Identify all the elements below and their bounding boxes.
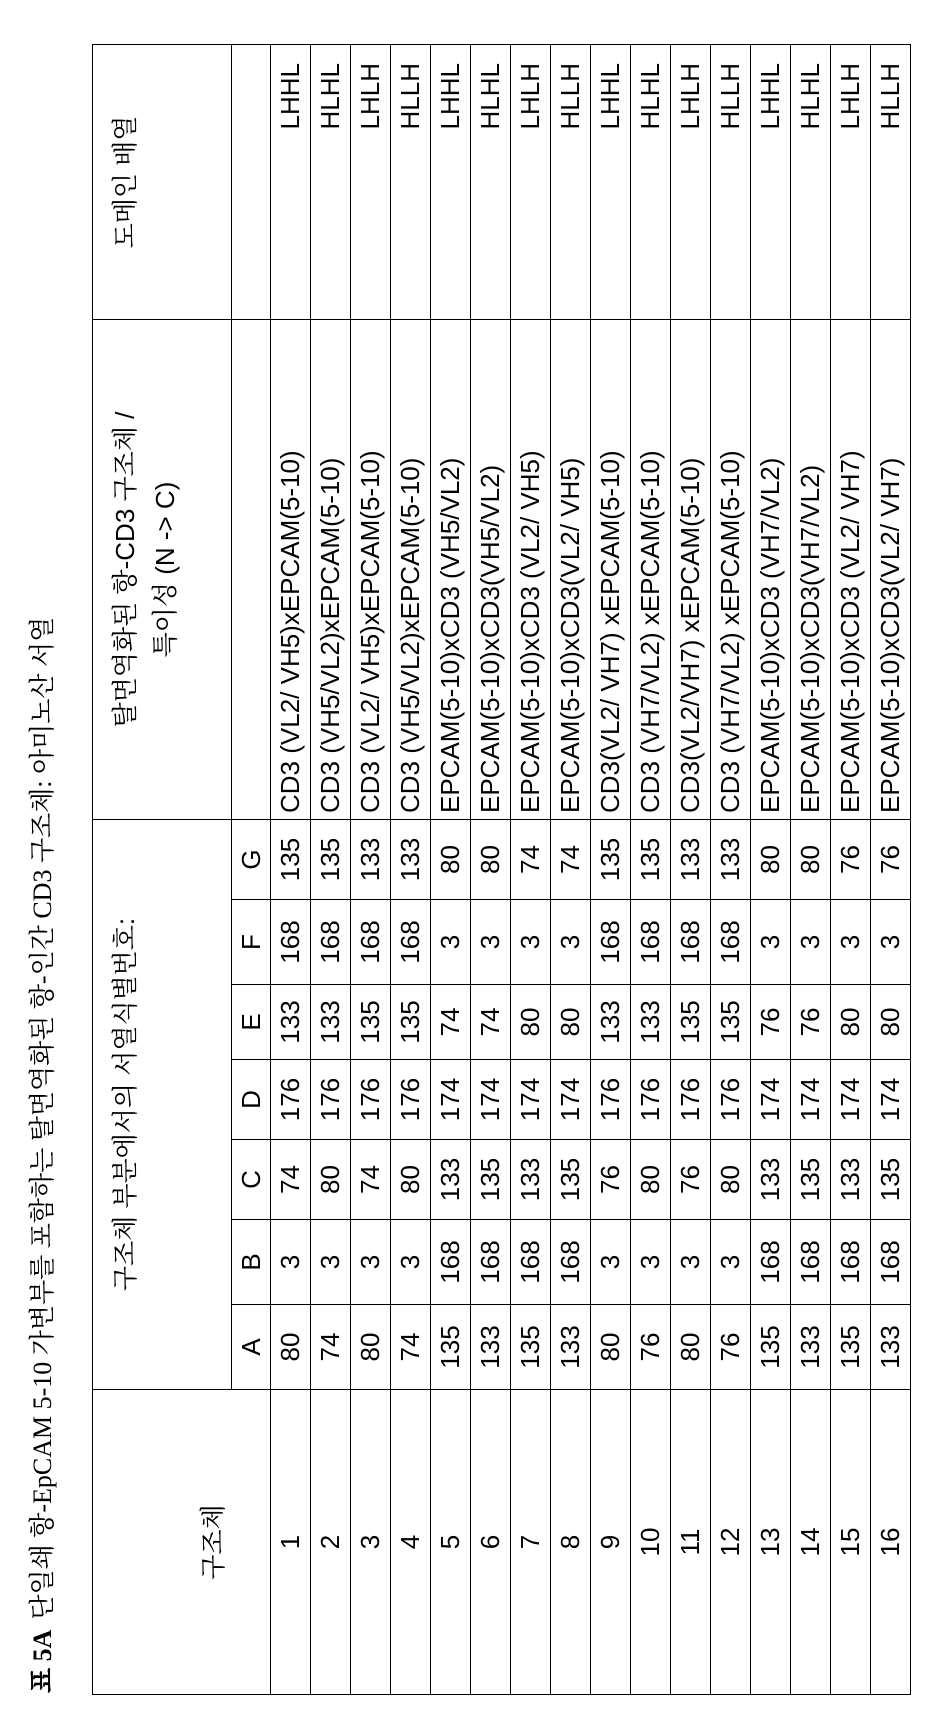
construct-id: 11	[671, 1390, 711, 1695]
seq-id-b: 168	[431, 1220, 471, 1305]
seq-id-e: 74	[471, 985, 511, 1060]
specificity: CD3 (VL2/ VH5)xEPCAM(5-10)	[271, 320, 311, 820]
seq-id-g: 135	[631, 820, 671, 900]
seq-id-c: 80	[311, 1140, 351, 1220]
seq-id-e: 135	[671, 985, 711, 1060]
domain-arrangement: HLHL	[471, 45, 511, 320]
seq-id-a: 135	[751, 1305, 791, 1390]
header-construct: 구조체	[93, 1390, 271, 1695]
seq-id-g: 133	[391, 820, 431, 900]
table-caption: 단일쇄 항-EpCAM 5-10 가변부를 포함하는 탈면역화된 항-인간 CD3 구조체: 아미노산 서열	[28, 617, 57, 1620]
seq-id-g: 133	[351, 820, 391, 900]
seq-id-g: 74	[511, 820, 551, 900]
seq-id-f: 3	[431, 900, 471, 985]
seq-id-a: 133	[471, 1305, 511, 1390]
seq-id-f: 3	[511, 900, 551, 985]
seq-id-d: 174	[431, 1060, 471, 1140]
specificity: CD3 (VH7/VL2) xEPCAM(5-10)	[631, 320, 671, 820]
seq-id-b: 3	[271, 1220, 311, 1305]
seq-id-d: 174	[551, 1060, 591, 1140]
seq-id-g: 80	[791, 820, 831, 900]
seq-id-c: 133	[431, 1140, 471, 1220]
specificity: CD3 (VH7/VL2) xEPCAM(5-10)	[711, 320, 751, 820]
seq-id-g: 80	[431, 820, 471, 900]
header-seq-group: 구조체 부분에서의 서열식별번호:	[93, 820, 232, 1390]
header-letter-a: A	[232, 1305, 271, 1390]
seq-id-f: 3	[791, 900, 831, 985]
seq-id-d: 174	[831, 1060, 871, 1140]
seq-id-e: 80	[511, 985, 551, 1060]
seq-id-f: 3	[551, 900, 591, 985]
seq-id-e: 76	[751, 985, 791, 1060]
construct-id: 13	[751, 1390, 791, 1695]
seq-id-b: 168	[791, 1220, 831, 1305]
specificity: EPCAM(5-10)xCD3(VH7/VL2)	[791, 320, 831, 820]
header-specificity-line2: 특이성 (N -> C)	[145, 320, 185, 819]
seq-id-c: 80	[711, 1140, 751, 1220]
table-row	[551, 45, 591, 1695]
table-row	[311, 45, 351, 1695]
table-label: 표 5A	[28, 1630, 57, 1693]
construct-id: 12	[711, 1390, 751, 1695]
domain-arrangement: HLLH	[711, 45, 751, 320]
seq-id-a: 133	[791, 1305, 831, 1390]
construct-id: 3	[351, 1390, 391, 1695]
seq-id-f: 168	[351, 900, 391, 985]
header-letter-d: D	[232, 1060, 271, 1140]
seq-id-e: 76	[791, 985, 831, 1060]
domain-arrangement: LHHL	[431, 45, 471, 320]
domain-arrangement: HLHL	[791, 45, 831, 320]
seq-id-g: 135	[591, 820, 631, 900]
seq-id-f: 3	[471, 900, 511, 985]
seq-id-f: 168	[271, 900, 311, 985]
seq-id-c: 80	[631, 1140, 671, 1220]
construct-id: 8	[551, 1390, 591, 1695]
seq-id-a: 135	[511, 1305, 551, 1390]
header-letter-c: C	[232, 1140, 271, 1220]
seq-id-c: 80	[391, 1140, 431, 1220]
seq-id-a: 76	[631, 1305, 671, 1390]
seq-id-a: 76	[711, 1305, 751, 1390]
domain-arrangement: LHLH	[351, 45, 391, 320]
table-row	[351, 45, 391, 1695]
seq-id-f: 168	[671, 900, 711, 985]
seq-id-d: 176	[391, 1060, 431, 1140]
table-row	[671, 45, 711, 1695]
header-domain-blank	[232, 45, 271, 320]
construct-id: 14	[791, 1390, 831, 1695]
seq-id-d: 174	[791, 1060, 831, 1140]
header-specificity-blank	[232, 320, 271, 820]
document-page	[0, 0, 948, 1713]
header-domain: 도메인 배열	[93, 45, 232, 320]
table-row	[751, 45, 791, 1695]
specificity: EPCAM(5-10)xCD3 (VL2/ VH5)	[511, 320, 551, 820]
table-row	[711, 45, 751, 1695]
seq-id-c: 135	[471, 1140, 511, 1220]
seq-id-g: 80	[471, 820, 511, 900]
seq-id-a: 80	[591, 1305, 631, 1390]
seq-id-e: 80	[871, 985, 911, 1060]
seq-id-b: 168	[511, 1220, 551, 1305]
construct-id: 15	[831, 1390, 871, 1695]
seq-id-e: 80	[831, 985, 871, 1060]
specificity: EPCAM(5-10)xCD3(VL2/ VH7)	[871, 320, 911, 820]
seq-id-d: 174	[871, 1060, 911, 1140]
seq-id-e: 135	[711, 985, 751, 1060]
seq-id-b: 168	[551, 1220, 591, 1305]
seq-id-b: 3	[631, 1220, 671, 1305]
seq-id-f: 168	[591, 900, 631, 985]
rotated-content	[0, 0, 948, 1713]
table-title	[22, 617, 59, 1693]
specificity: CD3(VL2/ VH7) xEPCAM(5-10)	[591, 320, 631, 820]
specificity: CD3(VL2/VH7) xEPCAM(5-10)	[671, 320, 711, 820]
seq-id-c: 133	[511, 1140, 551, 1220]
seq-id-g: 135	[271, 820, 311, 900]
seq-id-c: 76	[591, 1140, 631, 1220]
seq-id-a: 74	[391, 1305, 431, 1390]
specificity: EPCAM(5-10)xCD3(VH5/VL2)	[471, 320, 511, 820]
domain-arrangement: HLLH	[551, 45, 591, 320]
seq-id-d: 176	[711, 1060, 751, 1140]
seq-id-a: 135	[831, 1305, 871, 1390]
header-specificity-line1: 탈면역화된 항-CD3 구조체 /	[105, 320, 145, 819]
table-row	[631, 45, 671, 1695]
header-letter-f: F	[232, 900, 271, 985]
construct-id: 1	[271, 1390, 311, 1695]
construct-id: 5	[431, 1390, 471, 1695]
seq-id-d: 176	[671, 1060, 711, 1140]
seq-id-f: 3	[871, 900, 911, 985]
seq-id-f: 3	[751, 900, 791, 985]
table-row	[271, 45, 311, 1695]
seq-id-b: 3	[591, 1220, 631, 1305]
construct-id: 7	[511, 1390, 551, 1695]
table-row	[511, 45, 551, 1695]
seq-id-b: 3	[311, 1220, 351, 1305]
seq-id-a: 80	[351, 1305, 391, 1390]
table-row	[591, 45, 631, 1695]
domain-arrangement: LHLH	[671, 45, 711, 320]
domain-arrangement: HLLH	[391, 45, 431, 320]
seq-id-e: 133	[631, 985, 671, 1060]
seq-id-d: 176	[311, 1060, 351, 1140]
specificity: CD3 (VH5/VL2)xEPCAM(5-10)	[391, 320, 431, 820]
seq-id-b: 3	[391, 1220, 431, 1305]
seq-id-c: 133	[831, 1140, 871, 1220]
specificity: CD3 (VH5/VL2)xEPCAM(5-10)	[311, 320, 351, 820]
seq-id-b: 3	[711, 1220, 751, 1305]
seq-id-d: 176	[351, 1060, 391, 1140]
seq-id-e: 135	[391, 985, 431, 1060]
domain-arrangement: LHHL	[591, 45, 631, 320]
domain-arrangement: LHLH	[511, 45, 551, 320]
seq-id-g: 133	[711, 820, 751, 900]
construct-id: 6	[471, 1390, 511, 1695]
seq-id-d: 174	[751, 1060, 791, 1140]
seq-id-g: 74	[551, 820, 591, 900]
seq-id-c: 135	[871, 1140, 911, 1220]
domain-arrangement: LHHL	[751, 45, 791, 320]
seq-id-f: 3	[831, 900, 871, 985]
table-row	[391, 45, 431, 1695]
seq-id-c: 133	[751, 1140, 791, 1220]
construct-id: 10	[631, 1390, 671, 1695]
domain-arrangement: HLHL	[311, 45, 351, 320]
seq-id-e: 133	[311, 985, 351, 1060]
seq-id-f: 168	[311, 900, 351, 985]
specificity: EPCAM(5-10)xCD3 (VH5/VL2)	[431, 320, 471, 820]
seq-id-g: 76	[871, 820, 911, 900]
construct-id: 2	[311, 1390, 351, 1695]
seq-id-a: 133	[871, 1305, 911, 1390]
header-letter-g: G	[232, 820, 271, 900]
seq-id-b: 168	[751, 1220, 791, 1305]
construct-id: 16	[871, 1390, 911, 1695]
seq-id-b: 168	[471, 1220, 511, 1305]
specificity: EPCAM(5-10)xCD3 (VH7/VL2)	[751, 320, 791, 820]
seq-id-e: 133	[591, 985, 631, 1060]
seq-id-d: 176	[631, 1060, 671, 1140]
seq-id-b: 168	[831, 1220, 871, 1305]
seq-id-f: 168	[631, 900, 671, 985]
table-row	[831, 45, 871, 1695]
seq-id-f: 168	[711, 900, 751, 985]
domain-arrangement: LHHL	[271, 45, 311, 320]
seq-id-c: 74	[351, 1140, 391, 1220]
domain-arrangement: HLLH	[871, 45, 911, 320]
seq-id-g: 133	[671, 820, 711, 900]
seq-id-a: 80	[671, 1305, 711, 1390]
table-row	[471, 45, 511, 1695]
seq-id-g: 80	[751, 820, 791, 900]
seq-id-a: 133	[551, 1305, 591, 1390]
construct-id: 9	[591, 1390, 631, 1695]
seq-id-c: 76	[671, 1140, 711, 1220]
seq-id-f: 168	[391, 900, 431, 985]
specificity: EPCAM(5-10)xCD3(VL2/ VH5)	[551, 320, 591, 820]
seq-id-c: 135	[791, 1140, 831, 1220]
table-row	[791, 45, 831, 1695]
header-letter-b: B	[232, 1220, 271, 1305]
seq-id-c: 135	[551, 1140, 591, 1220]
seq-id-d: 176	[271, 1060, 311, 1140]
seq-id-a: 74	[311, 1305, 351, 1390]
seq-id-d: 176	[591, 1060, 631, 1140]
seq-id-e: 133	[271, 985, 311, 1060]
header-specificity	[93, 320, 232, 820]
table-body	[271, 45, 911, 1695]
table-row	[431, 45, 471, 1695]
sequence-table	[92, 44, 911, 1695]
seq-id-b: 3	[351, 1220, 391, 1305]
table-row	[871, 45, 911, 1695]
seq-id-g: 76	[831, 820, 871, 900]
seq-id-d: 174	[471, 1060, 511, 1140]
seq-id-e: 74	[431, 985, 471, 1060]
specificity: EPCAM(5-10)xCD3 (VL2/ VH7)	[831, 320, 871, 820]
seq-id-g: 135	[311, 820, 351, 900]
seq-id-b: 3	[671, 1220, 711, 1305]
seq-id-d: 174	[511, 1060, 551, 1140]
seq-id-c: 74	[271, 1140, 311, 1220]
seq-id-e: 80	[551, 985, 591, 1060]
specificity: CD3 (VL2/ VH5)xEPCAM(5-10)	[351, 320, 391, 820]
domain-arrangement: LHLH	[831, 45, 871, 320]
seq-id-a: 135	[431, 1305, 471, 1390]
seq-id-e: 135	[351, 985, 391, 1060]
header-letter-e: E	[232, 985, 271, 1060]
domain-arrangement: HLHL	[631, 45, 671, 320]
seq-id-a: 80	[271, 1305, 311, 1390]
seq-id-b: 168	[871, 1220, 911, 1305]
construct-id: 4	[391, 1390, 431, 1695]
